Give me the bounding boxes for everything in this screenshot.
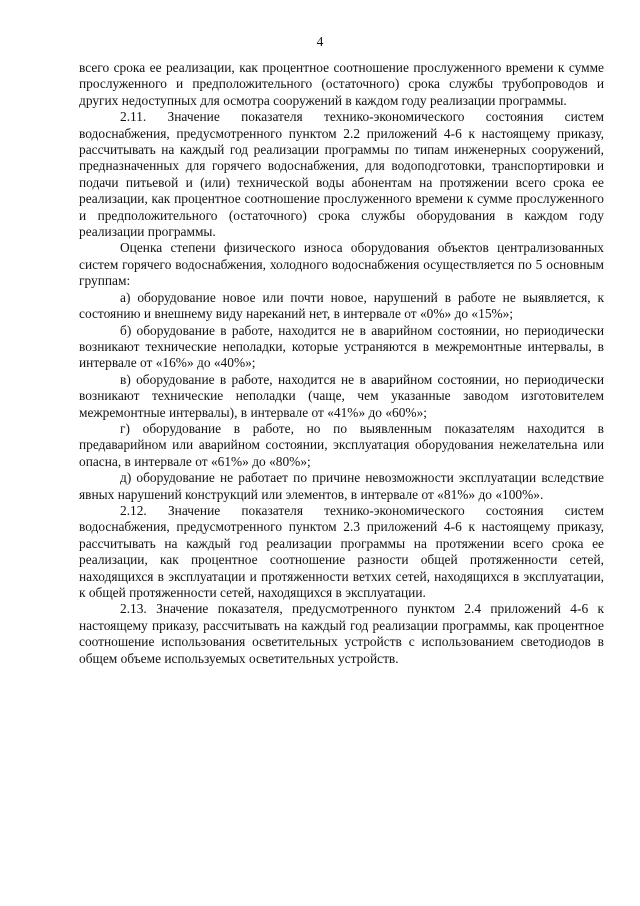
paragraph-2-13: 2.13. Значение показателя, предусмотренного пунктом 2.4 приложений 4-6 к настоящему приказу, рассчитывать на каждый год реализации программы, как процентное соотношение использования осветительных устройств с использованием светодиодов в общем объеме используемых осветительных устройств. [79, 601, 604, 666]
page-number: 4 [316, 34, 324, 49]
document-body [79, 60, 604, 667]
paragraph-2-12: 2.12. Значение показателя технико-экономического состояния систем водоснабжения, предусмотренного пунктом 2.3 приложений 4-6 к настоящему приказу, рассчитывать на каждый год реализации программы на протяжении всего срока ее реализации, как процентное соотношение разности общей протяженности сетей, находящихся в эксплуатации и протяженности ветхих сетей, находящихся в эксплуатации, к общей протяженности сетей, находящихся в эксплуатации. [79, 502, 604, 600]
list-item-d: д) оборудование не работает по причине невозможности эксплуатации вследствие явных нарушений конструкций или элементов, в интервале от «81%» до «100%». [79, 470, 604, 502]
paragraph-continuation: всего срока ее реализации, как процентное соотношение прослуженного времени к сумме прослуженного и предположительного (остаточного) срока службы трубопроводов и других недоступных для осмотра сооружений в каждом году реализации программы. [79, 60, 604, 108]
list-item-g: г) оборудование в работе, но по выявленным показателям находится в предаварийном или аварийном состоянии, эксплуатация оборудования нежелательна или опасна, в интервале от «61%» до «80%»; [79, 420, 604, 469]
list-item-a: а) оборудование новое или почти новое, нарушений в работе не выявляется, к состоянию и внешнему виду нареканий нет, в интервале от «0%» до «15%»; [79, 289, 604, 322]
list-item-b: б) оборудование в работе, находится не в аварийном состоянии, но периодически возникают технические неполадки, которые устраняются в межремонтные интервалы, в интервале от «16%» до «40%»; [79, 322, 604, 371]
paragraph-2-11: 2.11. Значение показателя технико-экономического состояния систем водоснабжения, предусмотренного пунктом 2.2 приложений 4-6 к настоящему приказу, рассчитывать на каждый год реализации программы по типам инженерных сооружений, предназначенных для горячего водоснабжения, для водоподготовки, транспортировки и подачи питьевой и (или) технической воды абонентам на протяжении всего срока ее реализации, как процентное соотношение прослуженного времени к сумме прослуженного и предположительного (остаточного) срока службы оборудования в каждом году реализации программы. [79, 109, 604, 240]
list-item-v: в) оборудование в работе, находится не в аварийном состоянии, но периодически возникают технические неполадки (чаще, чем указанные заводом изготовителем межремонтные интервалы), в интервале от «41%» до «60%»; [79, 371, 604, 420]
paragraph-wear-assessment: Оценка степени физического износа оборудования объектов централизованных систем горячего водоснабжения, холодного водоснабжения осуществляется по 5 основным группам: [79, 240, 604, 289]
